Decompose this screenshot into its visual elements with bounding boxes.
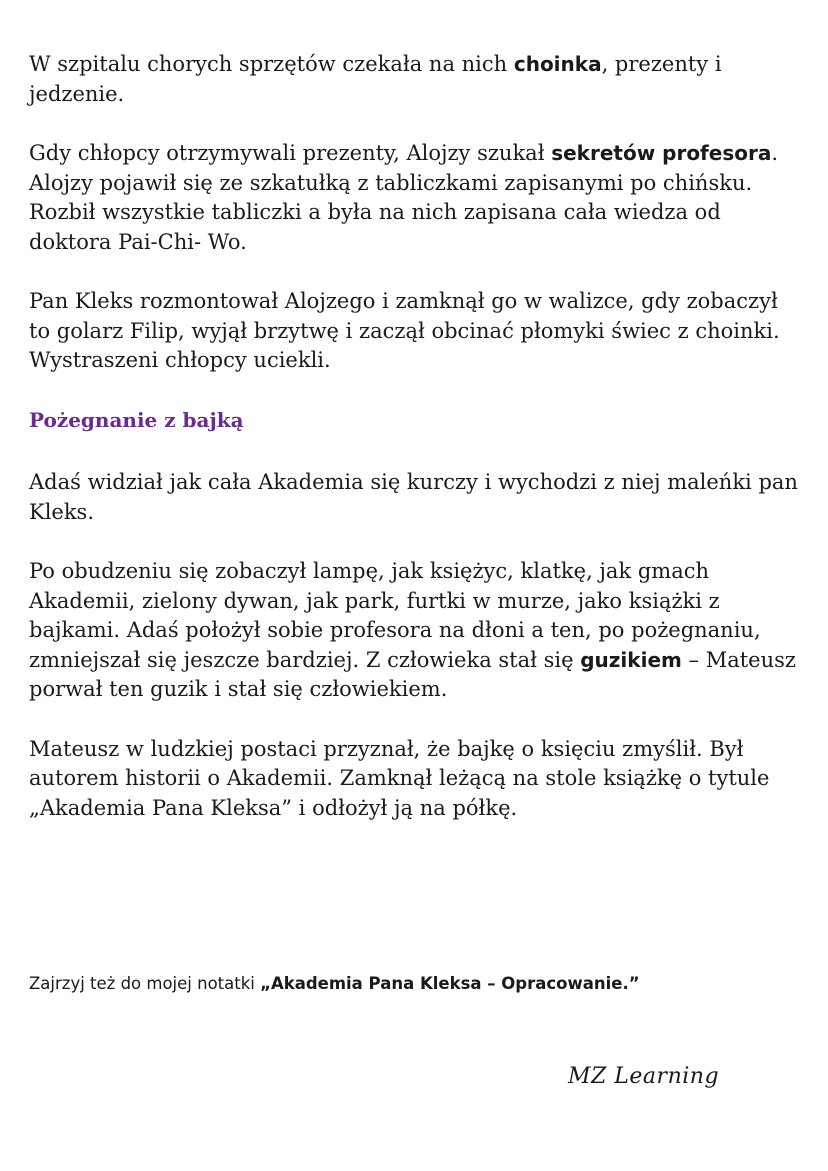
footer-note xyxy=(29,974,640,993)
text-span: – Mateusz porwał ten guzik i stał się człowiekiem. xyxy=(29,647,796,701)
text-span: , prezenty i jedzenie. xyxy=(29,52,722,106)
paragraph-hospital xyxy=(29,50,804,109)
text-span: . Alojzy pojawił się ze szkatułką z tabliczkami zapisanymi po chińsku. Rozbił wszystkie tabliczki a była na nich zapisana cała wiedza od doktora Pai-Chi- Wo. xyxy=(29,141,779,254)
paragraph-mateusz: Mateusz w ludzkiej postaci przyznał, że bajkę o księciu zmyślił. Był autorem historii o Akademii. Zamknął leżącą na stole książkę o tytule „Akademia Pana Kleksa” i odłożył ją na półkę. xyxy=(29,736,770,820)
paragraph-alojzy: Pan Kleks rozmontował Alojzego i zamknął go w walizce, gdy zobaczył to golarz Filip, wyjął brzytwę i zaczął obcinać płomyki świec z choinki. Wystraszeni chłopcy uciekli. xyxy=(29,289,780,372)
paragraph-academy-shrinks: Adaś widział jak cała Akademia się kurczy i wychodzi z niej maleńki pan Kleks. xyxy=(29,470,798,524)
paragraph-awakening xyxy=(29,557,804,705)
section-heading: Pożegnanie z bajką xyxy=(29,407,244,432)
document-body xyxy=(29,50,804,823)
text-span: Po obudzeniu się zobaczył lampę, jak księżyc, klatkę, jak gmach Akademii, zielony dywan, jak park, furtki w murze, jako książki z bajkami. Adaś położył sobie profesora na dłoni a ten, po pożegnaniu, zmniejszał się jeszcze bardziej. Z człowieka stał się xyxy=(29,559,761,672)
text-span: W szpitalu chorych sprzętów czekała na nich xyxy=(29,52,514,76)
bold-sekretow-profesora: sekretów profesora xyxy=(551,141,772,165)
bold-choinka: choinka xyxy=(513,52,602,76)
footer-note-title: „Akademia Pana Kleksa – Opracowanie.” xyxy=(260,974,640,993)
footer-prefix: Zajrzyj też do mojej notatki xyxy=(29,974,261,993)
bold-guzikiem: guzikiem xyxy=(580,647,682,672)
signature-logo: MZ Learning xyxy=(568,1064,720,1089)
text-span: Gdy chłopcy otrzymywali prezenty, Alojzy szukał xyxy=(29,141,552,165)
paragraph-secrets xyxy=(29,139,804,257)
